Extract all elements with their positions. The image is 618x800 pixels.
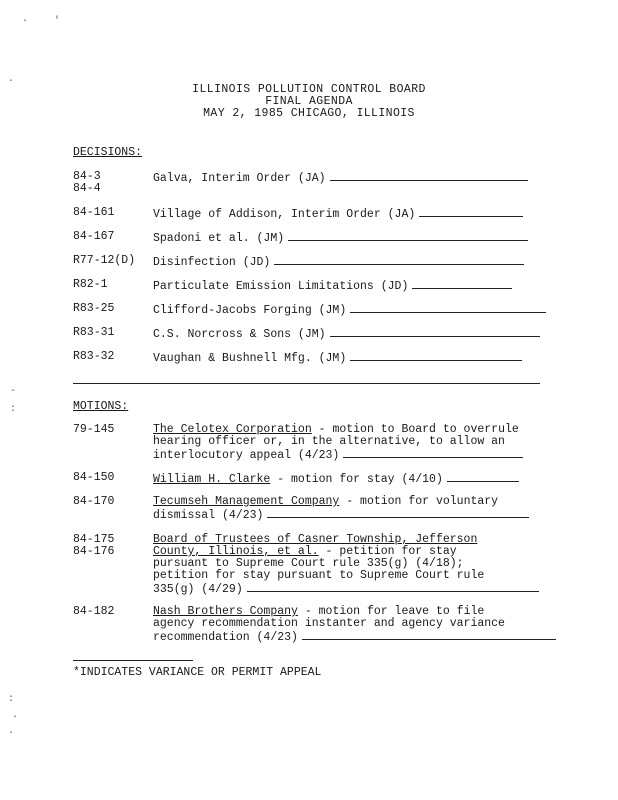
scan-speck: . <box>8 74 15 85</box>
decision-item <box>153 231 528 245</box>
decision-number: R83-25 <box>73 302 115 315</box>
decision-number: 84-3 <box>73 170 101 183</box>
signature-line <box>288 231 528 241</box>
motion-item-line <box>153 508 529 522</box>
motion-item <box>153 496 498 508</box>
motion-number: 79-145 <box>73 423 115 436</box>
decisions-heading: DECISIONS: <box>73 146 143 159</box>
decision-item <box>153 303 546 317</box>
footnote: *INDICATES VARIANCE OR PERMIT APPEAL <box>73 666 322 679</box>
signature-line <box>350 303 546 313</box>
signature-line <box>447 472 519 482</box>
scan-speck: : <box>10 404 17 415</box>
decision-description: Particulate Emission Limitations (JD) <box>153 280 409 293</box>
motion-text: dismissal (4/23) <box>153 509 264 522</box>
agenda-header <box>0 84 618 120</box>
decision-number: R83-31 <box>73 326 115 339</box>
motion-party-line1: Board of Trustees of Casner Township, Jefferson <box>153 533 478 546</box>
motion-party: Tecumseh Management Company <box>153 495 340 508</box>
scan-speck: . <box>8 726 15 737</box>
motion-text: interlocutory appeal (4/23) <box>153 449 340 462</box>
footnote-rule <box>73 660 193 661</box>
signature-line <box>267 508 529 518</box>
decision-number: R82-1 <box>73 278 108 291</box>
decision-number: R83-32 <box>73 350 115 363</box>
motion-text: - motion for stay (4/10) <box>270 473 443 486</box>
decision-description: Clifford-Jacobs Forging (JM) <box>153 304 347 317</box>
signature-line <box>247 582 539 592</box>
motion-text: petition for stay pursuant to Supreme Court rule <box>153 569 485 582</box>
motions-heading: MOTIONS: <box>73 400 129 413</box>
decision-item <box>153 171 528 185</box>
signature-line <box>302 630 556 640</box>
motion-text: - petition for stay <box>318 545 457 558</box>
motion-text: pursuant to Supreme Court rule 335(g) (4/18); <box>153 557 464 570</box>
decision-description: Disinfection (JD) <box>153 256 271 269</box>
motion-text: - motion for voluntary <box>339 495 499 508</box>
signature-line <box>343 448 523 458</box>
signature-line <box>330 171 528 181</box>
signature-line <box>419 207 523 217</box>
decision-number: 84-4 <box>73 182 101 195</box>
scan-speck: - <box>10 386 17 397</box>
scan-speck: · <box>12 712 19 723</box>
motion-text: hearing officer or, in the alternative, to allow an <box>153 435 505 448</box>
motion-item <box>153 472 519 486</box>
scan-speck: ' <box>54 16 61 27</box>
decision-description: Vaughan & Bushnell Mfg. (JM) <box>153 352 347 365</box>
motion-number: 84-176 <box>73 545 115 558</box>
decision-description: Galva, Interim Order (JA) <box>153 172 326 185</box>
motion-number: 84-182 <box>73 605 115 618</box>
decision-number: R77-12(D) <box>73 254 136 267</box>
motion-number: 84-170 <box>73 495 115 508</box>
motion-item-line <box>153 630 556 644</box>
signature-line <box>330 327 540 337</box>
motion-text: - motion to Board to overrule <box>311 423 519 436</box>
agenda-title: FINAL AGENDA <box>265 95 353 108</box>
decision-description: C.S. Norcross & Sons (JM) <box>153 328 326 341</box>
signature-line <box>274 255 524 265</box>
blank-entry-line <box>73 383 540 384</box>
motion-item-line <box>153 448 523 462</box>
signature-line <box>412 279 512 289</box>
motion-party: William H. Clarke <box>153 473 271 486</box>
decision-item <box>153 207 523 221</box>
motion-party-line2: County, Illinois, et al. <box>153 545 319 558</box>
motion-number: 84-175 <box>73 533 115 546</box>
decision-item <box>153 255 524 269</box>
motion-text: - motion for leave to file <box>297 605 485 618</box>
motion-text: 335(g) (4/29) <box>153 583 243 596</box>
decision-item <box>153 351 522 365</box>
board-name: ILLINOIS POLLUTION CONTROL BOARD <box>192 83 426 96</box>
signature-line <box>350 351 522 361</box>
decision-item <box>153 327 540 341</box>
motion-text: agency recommendation instanter and agency variance <box>153 617 505 630</box>
motion-text: recommendation (4/23) <box>153 631 298 644</box>
decision-number: 84-167 <box>73 230 115 243</box>
decision-description: Spadoni et al. (JM) <box>153 232 285 245</box>
scan-speck: : <box>8 694 15 705</box>
motion-party: Nash Brothers Company <box>153 605 298 618</box>
decision-number: 84-161 <box>73 206 115 219</box>
motion-item-line <box>153 582 539 596</box>
motion-party: The Celotex Corporation <box>153 423 312 436</box>
motion-number: 84-150 <box>73 471 115 484</box>
decision-description: Village of Addison, Interim Order (JA) <box>153 208 416 221</box>
decision-item <box>153 279 512 293</box>
meeting-date-location: MAY 2, 1985 CHICAGO, ILLINOIS <box>203 107 415 120</box>
scan-speck: . <box>22 14 29 25</box>
